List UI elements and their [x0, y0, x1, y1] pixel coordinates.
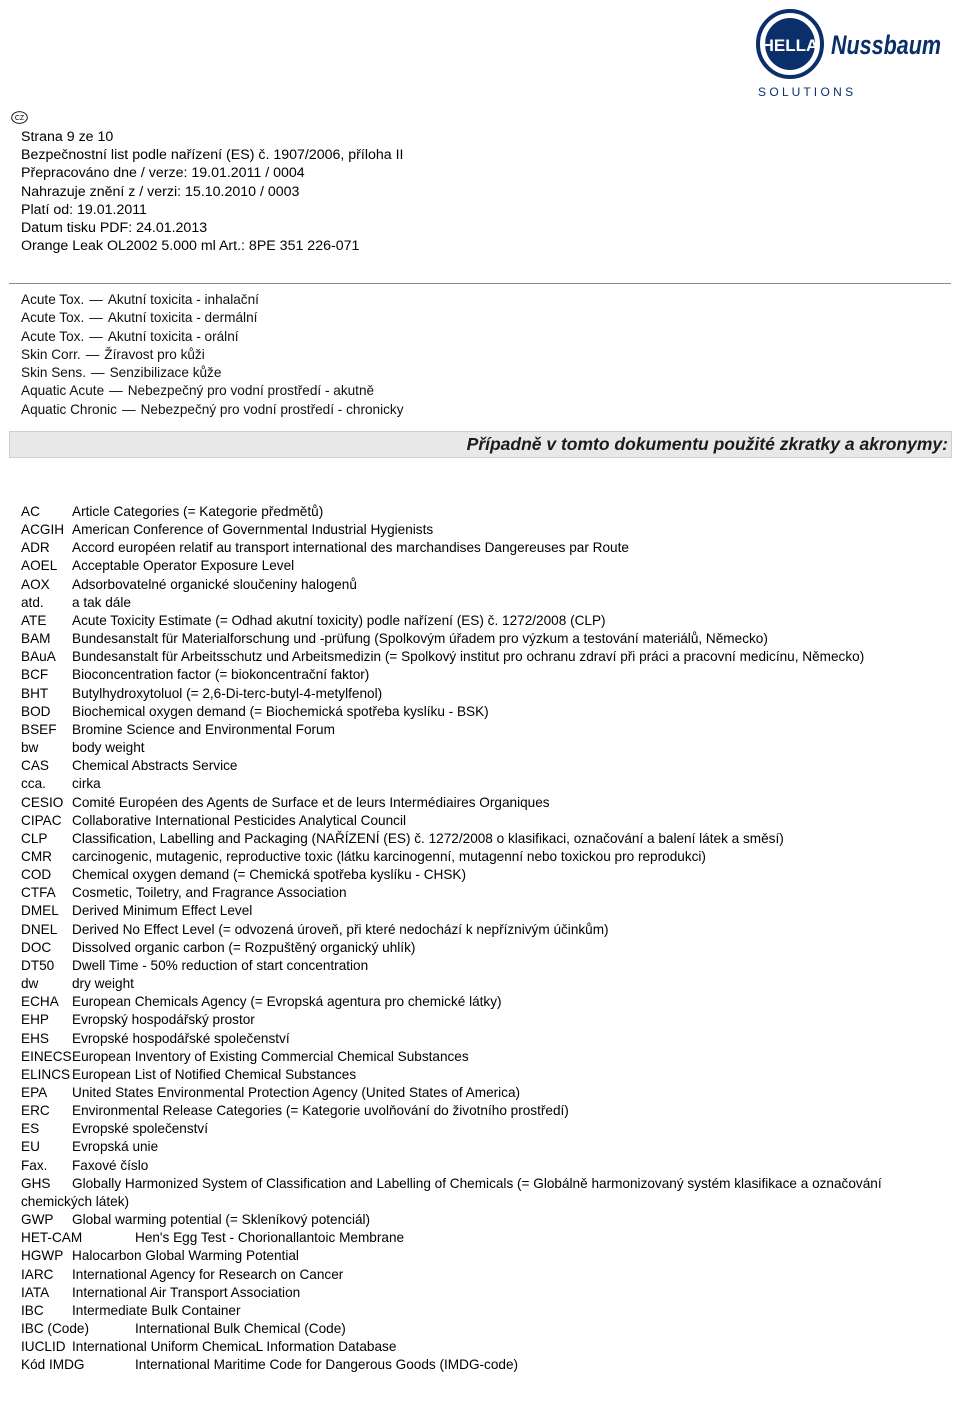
regulation-line: Bezpečnostní list podle nařízení (ES) č. 1907/2006, příloha II	[21, 147, 404, 164]
abbreviation-row	[21, 503, 936, 521]
abbreviation-definition: Globally Harmonized System of Classification and Labelling of Chemicals (= Globálně harmonizovaný systém klasifikace a označování chemických látek)	[21, 1175, 882, 1209]
abbreviation-definition: Derived No Effect Level (= odvozená úroveň, při které nedochází k nepříznivým účinkům)	[72, 921, 609, 937]
abbreviation-row	[21, 1284, 936, 1302]
legend-code: Acute Tox.	[21, 310, 85, 326]
abbreviation-code: Fax.	[21, 1157, 48, 1173]
abbreviation-row	[21, 1048, 936, 1066]
abbreviation-row	[21, 703, 936, 721]
abbreviation-code: EPA	[21, 1085, 48, 1100]
abbreviation-definition: International Maritime Code for Dangerous Goods (IMDG-code)	[135, 1357, 519, 1373]
abbreviation-code: DNEL	[21, 921, 58, 937]
abbreviation-definition: body weight	[72, 740, 145, 756]
print-date-line: Datum tisku PDF: 24.01.2013	[21, 220, 208, 237]
abbreviation-definition: Butylhydroxytoluol (= 2,6-Di-terc-butyl-4-metylfenol)	[72, 685, 383, 701]
abbreviation-code: ECHA	[21, 994, 59, 1010]
abbreviation-code: GWP	[21, 1212, 54, 1228]
abbreviation-row	[21, 739, 936, 757]
abbreviation-definition: Environmental Release Categories (= Kategorie uvolňování do životního prostředí)	[72, 1103, 569, 1119]
abbreviation-row	[21, 1066, 936, 1084]
abbreviation-definition: Evropská unie	[72, 1139, 159, 1155]
abbreviation-definition: United States Environmental Protection Agency (United States of America)	[72, 1085, 521, 1100]
abbreviation-code: AOX	[21, 576, 50, 592]
abbreviation-definition: Chemical oxygen demand (= Chemická spotřeba kyslíku - CHSK)	[72, 867, 466, 883]
abbreviation-definition: Accord européen relatif au transport international des marchandises Dangereuses par Route	[72, 540, 629, 556]
abbreviation-definition: Acceptable Operator Exposure Level	[72, 558, 295, 574]
abbreviation-definition: Biochemical oxygen demand (= Biochemická spotřeba kyslíku - BSK)	[72, 703, 489, 719]
legend-description: Akutní toxicita - orální	[107, 328, 239, 344]
legend-dash: —	[85, 346, 100, 362]
abbreviation-row	[21, 1229, 936, 1247]
legend-description: Akutní toxicita - dermální	[107, 310, 258, 326]
abbreviation-row	[21, 1102, 936, 1120]
valid-from-line: Platí od: 19.01.2011	[21, 201, 147, 218]
company-logo	[754, 6, 956, 98]
abbreviation-row	[21, 939, 936, 957]
abbreviation-definition: American Conference of Governmental Industrial Hygienists	[72, 522, 434, 538]
abbreviation-definition: Evropské společenství	[72, 1121, 209, 1137]
abbreviation-code: EINECS	[21, 1048, 72, 1064]
abbreviation-row	[21, 794, 936, 812]
legend-code: Skin Corr.	[21, 346, 81, 362]
legend-row	[21, 364, 404, 382]
abbreviation-row	[21, 848, 936, 866]
abbreviation-code: EHS	[21, 1030, 49, 1046]
abbreviation-code: AC	[21, 504, 40, 519]
abbreviation-definition: European List of Notified Chemical Substances	[72, 1066, 357, 1082]
legend-description: Senzibilizace kůže	[109, 365, 222, 381]
legend-row	[21, 328, 404, 346]
abbreviation-code: bw	[21, 740, 39, 756]
abbreviation-code: BAM	[21, 631, 51, 647]
abbreviation-code: IBC	[21, 1302, 44, 1318]
legend-code: Acute Tox.	[21, 328, 85, 344]
abbreviation-code: HET-CAM	[21, 1230, 83, 1246]
abbreviation-row	[21, 1138, 936, 1156]
abbreviation-code: DOC	[21, 939, 52, 955]
abbreviation-row	[21, 884, 936, 902]
abbreviation-row	[21, 685, 936, 703]
legend-dash: —	[89, 328, 103, 344]
abbreviation-definition: European Inventory of Existing Commercial Chemical Substances	[72, 1048, 469, 1064]
abbreviation-code: EU	[21, 1139, 40, 1155]
abbreviation-code: DMEL	[21, 903, 59, 919]
abbreviation-code: Kód IMDG	[21, 1357, 85, 1373]
legend-row	[21, 382, 404, 400]
legend-dash: —	[89, 310, 103, 326]
legend-code: Acute Tox.	[21, 292, 85, 307]
abbreviation-code: IUCLID	[21, 1339, 66, 1355]
abbreviation-row	[21, 1175, 936, 1211]
abbreviation-definition: dry weight	[72, 976, 134, 992]
abbreviation-definition: International Air Transport Association	[72, 1284, 301, 1300]
abbreviation-code: DT50	[21, 957, 55, 973]
abbreviation-row	[21, 1320, 936, 1338]
abbreviation-row	[21, 866, 936, 884]
abbreviation-row	[21, 539, 936, 557]
abbreviation-definition: Bundesanstalt für Arbeitsschutz und Arbeitsmedizin (= Spolkový institut pro ochranu zdraví při práci a pracovní medicínu, Německo)	[72, 649, 865, 665]
logo-tagline: S O L U T I O N S	[758, 85, 854, 98]
legend-description: Nebezpečný pro vodní prostředí - akutně	[127, 383, 375, 399]
abbreviation-code: CIPAC	[21, 812, 62, 828]
abbreviation-definition: International Bulk Chemical (Code)	[135, 1321, 346, 1337]
abbreviation-code: CMR	[21, 848, 52, 864]
abbreviation-definition: Collaborative International Pesticides Analytical Council	[72, 812, 406, 828]
abbreviation-code: ACGIH	[21, 522, 65, 538]
svg-text:CZ: CZ	[14, 115, 25, 123]
abbreviation-code: ELINCS	[21, 1066, 71, 1082]
legend-description: Akutní toxicita - inhalační	[107, 292, 259, 307]
revision-line: Přepracováno dne / verze: 19.01.2011 / 0004	[21, 165, 305, 182]
abbreviation-row	[21, 1211, 936, 1229]
abbreviation-row	[21, 721, 936, 739]
abbreviation-definition: Bromine Science and Environmental Forum	[72, 721, 335, 737]
abbreviation-definition: Article Categories (= Kategorie předmětů)	[72, 504, 324, 519]
abbreviation-code: BOD	[21, 703, 51, 719]
abbreviation-row	[21, 775, 936, 793]
legend-dash: —	[90, 365, 105, 381]
legend-description: Žíravost pro kůži	[104, 346, 205, 362]
abbreviation-row	[21, 1356, 936, 1374]
abbreviation-definition: carcinogenic, mutagenic, reproductive toxic (látku karcinogenní, mutagenní nebo toxickou pro reprodukci)	[72, 848, 706, 864]
logo-partner: Nussbaum	[831, 30, 941, 60]
abbreviation-definition: Intermediate Bulk Container	[72, 1302, 241, 1318]
abbreviation-code: BAuA	[21, 649, 56, 665]
abbreviation-row	[21, 1338, 936, 1356]
abbreviation-list	[21, 503, 936, 1375]
abbreviation-code: COD	[21, 867, 52, 883]
abbreviation-definition: Cosmetic, Toiletry, and Fragrance Association	[72, 885, 347, 901]
abbreviation-definition: Evropské hospodářské společenství	[72, 1030, 290, 1046]
abbreviation-code: CTFA	[21, 885, 56, 901]
abbreviation-code: HGWP	[21, 1248, 64, 1264]
abbreviation-code: BCF	[21, 667, 49, 683]
abbreviation-row	[21, 576, 936, 594]
document-header	[21, 128, 404, 255]
product-line: Orange Leak OL2002 5.000 ml Art.: 8PE 351 226-071	[21, 238, 360, 255]
legend-code: Skin Sens.	[21, 365, 86, 381]
abbreviation-definition: Comité Européen des Agents de Surface et de leurs Intermédiaires Organiques	[72, 794, 550, 810]
abbreviation-definition: Halocarbon Global Warming Potential	[72, 1248, 299, 1264]
abbreviation-definition: cirka	[72, 776, 101, 792]
abbreviation-definition: Dissolved organic carbon (= Rozpuštěný organický uhlík)	[72, 939, 416, 955]
legend-row	[21, 291, 404, 309]
abbreviation-definition: Classification, Labelling and Packaging (NAŘÍZENÍ (ES) č. 1272/2008 o klasifikaci, označování a balení látek a směsí)	[72, 830, 784, 846]
abbreviation-row	[21, 975, 936, 993]
legend-code: Aquatic Acute	[21, 383, 105, 399]
replaces-line: Nahrazuje znění z / verzi: 15.10.2010 / 0003	[21, 183, 300, 200]
abbreviation-code: GHS	[21, 1175, 51, 1191]
abbreviation-definition: Adsorbovatelné organické sloučeniny halogenů	[72, 576, 357, 592]
abbreviation-code: ADR	[21, 540, 50, 556]
abbreviation-code: AOEL	[21, 558, 58, 574]
abbreviation-row	[21, 1302, 936, 1320]
abbreviation-definition: Faxové číslo	[72, 1157, 149, 1173]
abbreviation-code: IATA	[21, 1284, 50, 1300]
country-badge	[11, 111, 28, 124]
abbreviation-row	[21, 1157, 936, 1175]
abbreviation-code: CAS	[21, 758, 49, 774]
abbreviation-definition: Bioconcentration factor (= biokoncentrační faktor)	[72, 667, 370, 683]
abbreviation-definition: Chemical Abstracts Service	[72, 758, 238, 774]
abbreviation-definition: Global warming potential (= Skleníkový potenciál)	[72, 1212, 371, 1228]
abbreviation-definition: European Chemicals Agency (= Evropská agentura pro chemické látky)	[72, 994, 502, 1010]
abbreviation-row	[21, 812, 936, 830]
abbreviation-row	[21, 1011, 936, 1029]
abbreviation-code: ERC	[21, 1103, 50, 1119]
abbreviation-row	[21, 666, 936, 684]
abbreviation-row	[21, 830, 936, 848]
hazard-legend	[21, 291, 404, 419]
abbreviation-code: ES	[21, 1121, 40, 1137]
abbreviation-definition: Acute Toxicity Estimate (= Odhad akutní toxicity) podle nařízení (ES) č. 1272/2008 (CLP)	[72, 612, 606, 628]
abbreviation-definition: Hen's Egg Test - Chorionallantoic Membrane	[135, 1230, 405, 1246]
abbreviation-code: CLP	[21, 830, 48, 846]
abbreviation-row	[21, 1266, 936, 1284]
abbreviation-code: dw	[21, 976, 39, 992]
abbreviation-code: BHT	[21, 685, 49, 701]
legend-row	[21, 309, 404, 327]
abbreviation-code: BSEF	[21, 721, 57, 737]
abbreviation-row	[21, 648, 936, 666]
abbreviation-row	[21, 594, 936, 612]
abbreviation-code: ATE	[21, 612, 47, 628]
legend-dash: —	[109, 383, 123, 399]
abbreviation-definition: Evropský hospodářský prostor	[72, 1012, 255, 1028]
abbreviation-code: CESIO	[21, 794, 64, 810]
abbreviation-definition: Bundesanstalt für Materialforschung und -prüfung (Spolkovým úřadem pro výzkum a testování materiálů, Německo)	[72, 631, 768, 647]
abbreviation-code: atd.	[21, 594, 44, 610]
abbreviation-code: cca.	[21, 776, 46, 792]
abbreviation-row	[21, 557, 936, 575]
legend-row	[21, 401, 404, 419]
abbreviation-row	[21, 1084, 936, 1102]
abbreviation-row	[21, 757, 936, 775]
abbreviation-row	[21, 630, 936, 648]
legend-dash: —	[121, 401, 136, 417]
header-divider	[9, 283, 951, 284]
abbreviation-row	[21, 902, 936, 920]
abbreviation-code: IARC	[21, 1266, 54, 1282]
page-number: Strana 9 ze 10	[21, 129, 114, 145]
abbreviation-row	[21, 921, 936, 939]
abbreviation-code: IBC (Code)	[21, 1321, 89, 1337]
abbreviation-row	[21, 612, 936, 630]
abbreviation-row	[21, 957, 936, 975]
legend-row	[21, 346, 404, 364]
abbreviation-row	[21, 1120, 936, 1138]
legend-dash: —	[89, 292, 103, 307]
logo-brand: HELLA	[761, 36, 819, 55]
section-title: Případně v tomto dokumentu použité zkratky a akronymy:	[9, 431, 952, 458]
legend-code: Aquatic Chronic	[21, 401, 117, 417]
abbreviation-definition: Dwell Time - 50% reduction of start concentration	[72, 957, 369, 973]
abbreviation-row	[21, 1247, 936, 1265]
abbreviation-row	[21, 521, 936, 539]
abbreviation-definition: International Agency for Research on Cancer	[72, 1266, 344, 1282]
abbreviation-code: EHP	[21, 1012, 49, 1028]
abbreviation-row	[21, 993, 936, 1011]
abbreviation-definition: a tak dále	[72, 594, 131, 610]
abbreviation-definition: International Uniform ChemicaL Information Database	[72, 1339, 397, 1355]
abbreviation-definition: Derived Minimum Effect Level	[72, 903, 253, 919]
abbreviation-row	[21, 1030, 936, 1048]
legend-description: Nebezpečný pro vodní prostředí - chronicky	[140, 401, 404, 417]
